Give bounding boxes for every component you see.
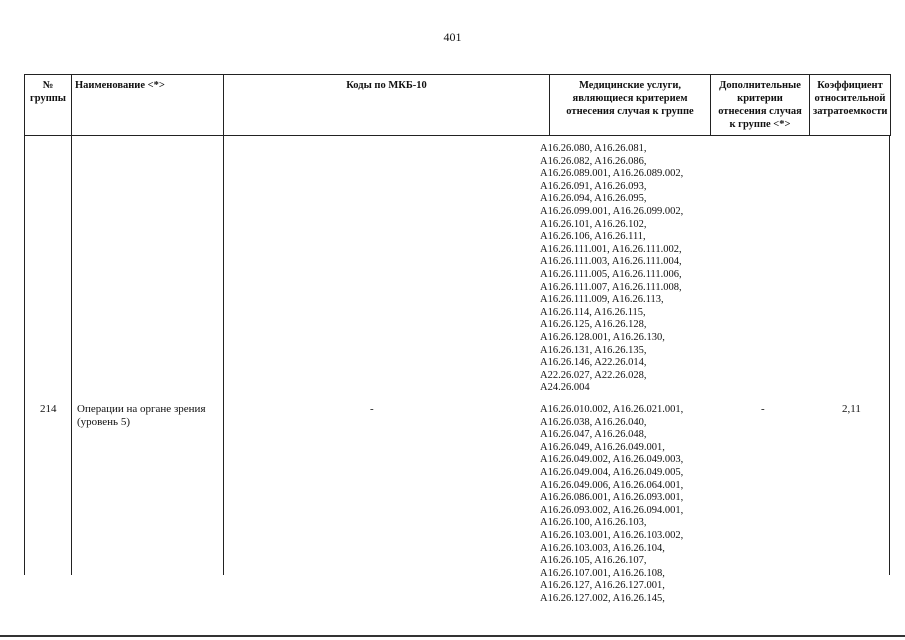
service-code-line: A16.26.049.004, A16.26.049.005,	[540, 466, 684, 478]
page-number: 401	[443, 30, 462, 44]
service-code-line: A16.26.094, A16.26.095,	[540, 193, 647, 205]
service-code-line: A16.26.049.002, A16.26.049.003,	[540, 454, 684, 466]
service-code-line: A16.26.125, A16.26.128,	[540, 319, 647, 331]
service-code-line: A16.26.080, A16.26.081,	[540, 143, 647, 154]
service-code-line: A16.26.106, A16.26.111,	[540, 231, 646, 243]
service-code-line: A16.26.101, A16.26.102,	[540, 218, 647, 230]
continued-services-list	[540, 143, 683, 395]
service-code-line: A16.26.111.007, A16.26.111.008,	[540, 281, 682, 293]
header-services: Медицинские услуги, являющиеся критерием отнесения случая к группе	[550, 75, 711, 136]
service-code-line: A16.26.111.003, A16.26.111.004,	[540, 256, 682, 268]
header-group-no: № группы	[25, 75, 72, 136]
service-code-line: A16.26.105, A16.26.107,	[540, 555, 647, 567]
row-214-coef: 2,11	[842, 403, 861, 415]
service-code-line: A16.26.038, A16.26.040,	[540, 416, 647, 428]
page-bottom-edge	[0, 635, 905, 637]
header-coef: Коэффициент относительной затратоемкости	[810, 75, 891, 136]
service-code-line: A16.26.049, A16.26.049.001,	[540, 441, 665, 453]
service-code-line: A16.26.093.002, A16.26.094.001,	[540, 504, 684, 516]
service-code-line: A16.26.107.001, A16.26.108,	[540, 567, 665, 579]
service-code-line: A16.26.127.002, A16.26.145,	[540, 592, 665, 604]
header-name: Наименование <*>	[72, 75, 224, 136]
table-header	[24, 74, 891, 136]
service-code-line: A16.26.111.009, A16.26.113,	[540, 294, 664, 306]
service-code-line: A16.26.111.001, A16.26.111.002,	[540, 243, 682, 255]
header-mkb: Коды по МКБ-10	[224, 75, 550, 136]
service-code-line: A16.26.111.005, A16.26.111.006,	[540, 268, 682, 280]
service-code-line: A16.26.086.001, A16.26.093.001,	[540, 492, 684, 504]
service-code-line: A24.26.004	[540, 382, 590, 394]
service-code-line: A16.26.089.001, A16.26.089.002,	[540, 168, 684, 180]
service-code-line: A16.26.100, A16.26.103,	[540, 517, 647, 529]
row-214-extra: -	[761, 403, 765, 415]
header-extra: Дополнительные критерии отнесения случая к группе <*>	[711, 75, 810, 136]
service-code-line: A16.26.082, A16.26.086,	[540, 155, 647, 167]
service-code-line: A16.26.047, A16.26.048,	[540, 429, 647, 441]
service-code-line: A16.26.146, A22.26.014,	[540, 357, 647, 369]
service-code-line: A16.26.099.001, A16.26.099.002,	[540, 205, 684, 217]
service-code-line: A16.26.114, A16.26.115,	[540, 306, 646, 318]
service-code-line: A16.26.128.001, A16.26.130,	[540, 331, 665, 343]
row-214-number: 214	[40, 403, 57, 415]
service-code-line: A16.26.103.001, A16.26.103.002,	[540, 529, 684, 541]
service-code-line: A16.26.131, A16.26.135,	[540, 344, 647, 356]
row-214-services-list	[540, 404, 683, 606]
service-code-line: A16.26.091, A16.26.093,	[540, 180, 647, 192]
row-214-mkb: -	[370, 403, 374, 415]
row-214-name: Операции на органе зрения (уровень 5)	[77, 403, 206, 428]
service-code-line: A16.26.010.002, A16.26.021.001,	[540, 404, 684, 415]
service-code-line: A16.26.049.006, A16.26.064.001,	[540, 479, 684, 491]
service-code-line: A16.26.103.003, A16.26.104,	[540, 542, 665, 554]
service-code-line: A16.26.127, A16.26.127.001,	[540, 580, 665, 592]
service-code-line: A22.26.027, A22.26.028,	[540, 369, 647, 381]
